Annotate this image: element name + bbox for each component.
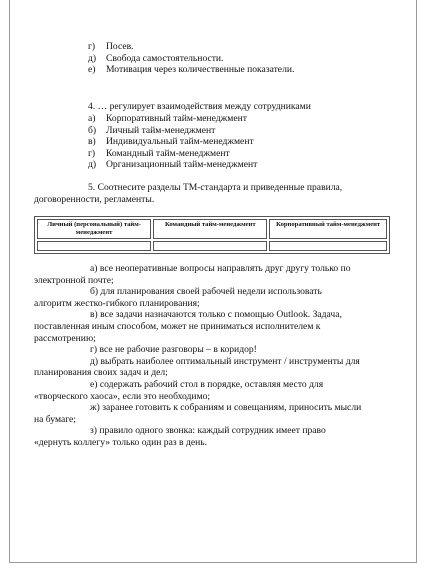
- rule-first-line: в) все задачи назначаются только с помощью Outlook. Задача,: [90, 309, 342, 321]
- rule-continuation: «творческого хаоса», если это необходимо;: [34, 390, 211, 402]
- rules-list: [34, 263, 384, 449]
- rule-item: [34, 263, 384, 286]
- question-5-title: 5. Соотнесите разделы ТМ-стандарта и приведенные правила,: [88, 182, 343, 193]
- option-text: Командный тайм-менеджмент: [106, 147, 230, 159]
- table-cell: [37, 241, 151, 251]
- question-4-options: [88, 113, 257, 171]
- option-item: [88, 125, 257, 137]
- rule-first-line: г) все не рабочие разговоры – в коридор!: [90, 344, 257, 356]
- option-text: Индивидуальный тайм-менеджмент: [106, 136, 254, 148]
- rule-continuation: электронной почте;: [34, 274, 114, 286]
- header-team: Командный тайм-менеджмент: [153, 219, 267, 239]
- question-4-title: 4. … регулирует взаимодействия между сотрудниками: [88, 101, 311, 112]
- option-item: [88, 136, 257, 148]
- tm-standard-table: [34, 216, 390, 254]
- rule-continuation: на бумаге;: [34, 413, 76, 425]
- option-marker: г): [88, 147, 96, 159]
- rule-continuation: планирования своих задач и дел;: [34, 367, 168, 379]
- option-marker: д): [88, 159, 97, 171]
- table-cell: [269, 241, 387, 251]
- document-page: [9, 0, 417, 563]
- rule-first-line: з) правило одного звонка: каждый сотрудник имеет право: [90, 425, 326, 437]
- list-item: [88, 41, 294, 53]
- rule-item: [34, 425, 384, 448]
- header-personal: Личный (персональный) тайм-менеджмент: [37, 219, 151, 239]
- rule-item: [34, 356, 384, 379]
- rule-first-line: а) все неоперативные вопросы направлять друг другу только по: [90, 263, 351, 274]
- rule-item: [34, 344, 384, 356]
- question-5-title-cont: договоренности, регламенты.: [34, 194, 155, 205]
- list-marker: е): [88, 64, 96, 76]
- table-row: [37, 241, 387, 251]
- option-item: [88, 113, 257, 125]
- rule-item: [34, 379, 384, 402]
- list-text: Посев.: [106, 41, 134, 52]
- list-marker: г): [88, 41, 96, 52]
- option-item: [88, 159, 257, 171]
- rule-item: [34, 286, 384, 309]
- rule-item: [34, 309, 384, 344]
- table-header-row: [37, 219, 387, 239]
- rule-continuation: рассмотрению;: [34, 332, 96, 344]
- rule-continuation: алгоритм жестко-гибкого планирования;: [34, 297, 200, 309]
- list-marker: д): [88, 52, 97, 64]
- rule-first-line: е) содержать рабочий стол в порядке, оставляя место для: [90, 378, 324, 390]
- option-marker: в): [88, 136, 96, 148]
- option-text: Личный тайм-менеджмент: [106, 124, 216, 136]
- rule-first-line: ж) заранее готовить к собраниям и совещаниям, приносить мысли: [90, 402, 362, 414]
- list-item: [88, 53, 294, 65]
- list-text: Свобода самостоятельности.: [106, 52, 224, 64]
- option-text: Организационный тайм-менеджмент: [106, 159, 258, 171]
- rule-item: [34, 402, 384, 425]
- option-text: Корпоративный тайм-менеджмент: [106, 113, 247, 124]
- option-marker: б): [88, 124, 97, 136]
- option-marker: а): [88, 113, 96, 124]
- rule-first-line: б) для планирования своей рабочей недели использовать: [90, 286, 322, 298]
- rule-first-line: д) выбрать наиболее оптимальный инструмент / инструменты для: [90, 355, 360, 367]
- list-text: Мотивация через количественные показатели.: [106, 64, 295, 76]
- option-item: [88, 148, 257, 160]
- header-corporate: Корпоративный тайм-менеджмент: [269, 219, 387, 239]
- rule-continuation: поставленная иным способом, может не приниматься исполнителем к: [34, 320, 321, 332]
- answer-list-continued: [88, 41, 294, 76]
- list-item: [88, 64, 294, 76]
- rule-continuation: «дернуть коллегу» только один раз в день.: [34, 436, 208, 448]
- table-cell: [153, 241, 267, 251]
